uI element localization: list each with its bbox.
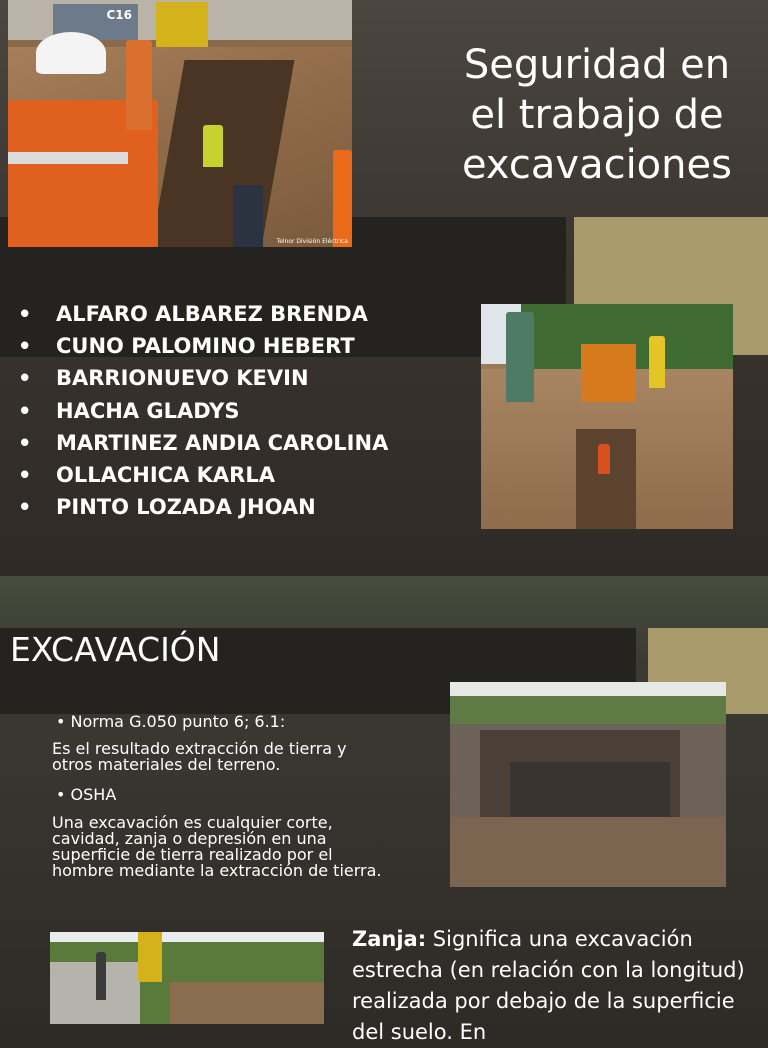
section-heading: EXCAVACIÓN xyxy=(10,630,221,669)
excavation-pit-photo xyxy=(450,682,726,887)
norma-label: Norma G.050 punto 6; 6.1: xyxy=(70,712,286,731)
zanja-definition xyxy=(352,924,752,1048)
bullet-icon: • xyxy=(18,366,32,391)
bullet-icon: • xyxy=(18,495,32,520)
construction-site-photo xyxy=(50,932,324,1024)
slide-title: Seguridad en el trabajo de excavaciones xyxy=(462,42,732,188)
bullet-icon: • xyxy=(56,712,66,731)
photo-caption: Telnor División Eléctrica xyxy=(276,238,348,245)
list-item: • OLLACHICA KARLA xyxy=(18,459,388,491)
osha-definition: Una excavación es cualquier corte, cavidad, zanja o depresión en una superficie de tierra realizado por el hombre mediante la extracción de tierra. xyxy=(52,813,382,880)
trench-workers-photo xyxy=(8,0,352,247)
backhoe-trench-photo xyxy=(481,304,733,529)
bullet-icon: • xyxy=(56,785,66,804)
zanja-term: Zanja: xyxy=(352,927,427,951)
list-item: • MARTINEZ ANDIA CAROLINA xyxy=(18,427,388,459)
bullet-icon: • xyxy=(18,398,32,423)
bullet-icon: • xyxy=(18,430,32,455)
list-item: • HACHA GLADYS xyxy=(18,395,388,427)
osha-label: OSHA xyxy=(70,785,117,804)
osha-bullet xyxy=(56,785,116,805)
bullet-icon: • xyxy=(18,302,32,326)
list-item: • CUNO PALOMINO HEBERT xyxy=(18,330,388,362)
norma-definition: Es el resultado extracción de tierra y otros materiales del terreno. xyxy=(52,739,347,774)
zanja-text: Significa una excavación estrecha (en relación con la longitud) realizada por debajo de la superficie del suelo. En xyxy=(352,927,745,1044)
list-item: • ALFARO ALBAREZ BRENDA xyxy=(18,298,388,330)
bullet-icon: • xyxy=(18,463,32,488)
truck-label: C16 xyxy=(106,8,132,22)
norma-bullet xyxy=(56,712,285,732)
authors-list xyxy=(18,298,388,523)
list-item: • PINTO LOZADA JHOAN xyxy=(18,491,388,523)
bullet-icon: • xyxy=(18,334,32,359)
list-item: • BARRIONUEVO KEVIN xyxy=(18,362,388,394)
excavator-shape xyxy=(156,2,208,48)
